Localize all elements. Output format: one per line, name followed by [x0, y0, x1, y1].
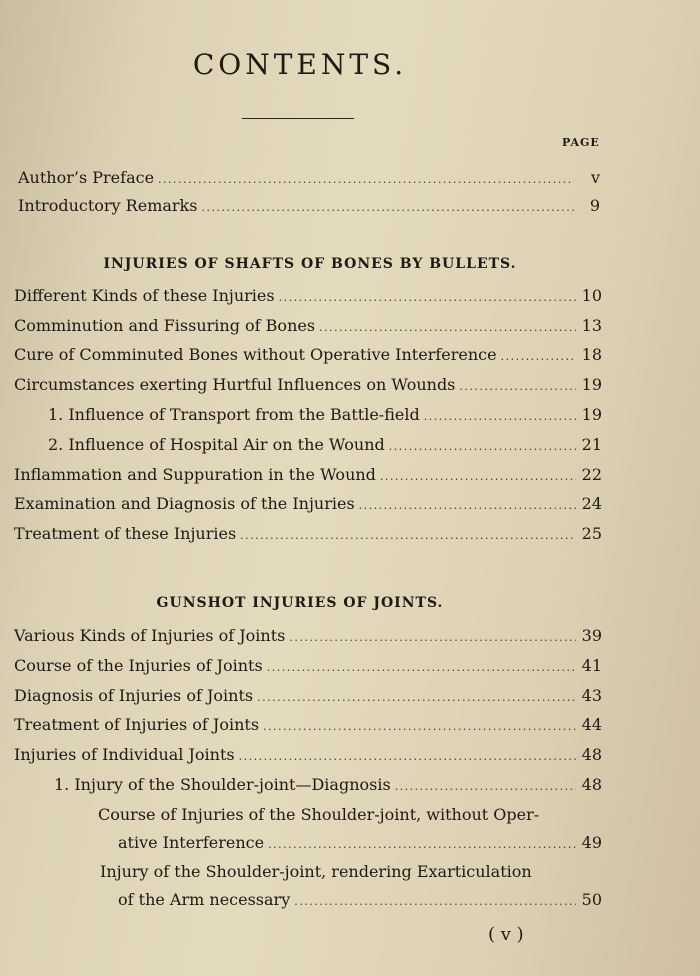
entry-page: 9 — [589, 196, 600, 215]
entry-page: 41 — [581, 656, 602, 675]
toc-entry — [0, 435, 700, 463]
leader-dots — [257, 691, 576, 704]
entry-page: 13 — [581, 316, 602, 335]
entry-page: 50 — [581, 890, 602, 909]
leader-dots — [501, 350, 576, 363]
toc-entry — [0, 375, 700, 403]
entry-title: 1. Influence of Transport from the Battle-field — [48, 405, 420, 424]
toc-entry — [0, 686, 700, 714]
toc-entry — [0, 775, 700, 803]
entry-page: v — [590, 168, 600, 187]
entry-page: 25 — [581, 524, 602, 543]
toc-entry — [0, 745, 700, 773]
toc-entry — [0, 196, 700, 224]
leader-dots — [380, 470, 576, 483]
toc-entry — [0, 524, 700, 552]
entry-page: 19 — [581, 405, 602, 424]
title-rule — [242, 118, 354, 119]
leader-dots — [294, 895, 576, 908]
section-heading: INJURIES OF SHAFTS OF BONES BY BULLETS. — [103, 256, 517, 272]
entry-title: Course of the Injuries of Joints — [14, 656, 263, 675]
entry-page: 22 — [581, 465, 602, 484]
entry-page: 48 — [581, 745, 602, 764]
leader-dots — [268, 838, 576, 851]
toc-entry — [0, 626, 700, 654]
leader-dots — [279, 291, 576, 304]
toc-entry — [0, 715, 700, 743]
leader-dots — [289, 631, 576, 644]
entry-title: Treatment of these Injuries — [14, 524, 237, 543]
entry-title: of the Arm necessary — [118, 890, 291, 909]
leader-dots — [319, 321, 576, 334]
toc-entry — [0, 465, 700, 493]
entry-page: 19 — [581, 375, 602, 394]
entry-title: Injuries of Individual Joints — [14, 745, 235, 764]
leader-dots — [359, 499, 576, 512]
entry-page: 44 — [581, 715, 602, 734]
page-column-label: PAGE — [562, 136, 600, 149]
entry-title: 1. Injury of the Shoulder-joint—Diagnosis — [54, 775, 391, 794]
toc-entry — [0, 890, 700, 918]
entry-page: 10 — [581, 286, 602, 305]
toc-entry — [0, 494, 700, 522]
leader-dots — [395, 780, 576, 793]
entry-title-line1: Course of Injuries of the Shoulder-joint, without Oper- — [98, 805, 540, 824]
toc-entry — [0, 286, 700, 314]
leader-dots — [158, 173, 574, 186]
toc-entry — [0, 833, 700, 861]
leader-dots — [389, 440, 576, 453]
toc-entry — [0, 345, 700, 373]
toc-entry — [0, 168, 700, 196]
leader-dots — [267, 661, 576, 674]
leader-dots — [263, 720, 576, 733]
toc-entry — [0, 405, 700, 433]
entry-title: Treatment of Injuries of Joints — [14, 715, 260, 734]
page-number-footer: ( v ) — [488, 924, 524, 945]
entry-title: Comminution and Fissuring of Bones — [14, 316, 316, 335]
toc-entry — [0, 316, 700, 344]
entry-title: ative Interference — [118, 833, 265, 852]
entry-title-line1: Injury of the Shoulder-joint, rendering Exarticulation — [100, 862, 532, 881]
entry-title: Circumstances exerting Hurtful Influences on Wounds — [14, 375, 456, 394]
entry-title: Various Kinds of Injuries of Joints — [14, 626, 286, 645]
entry-title: Different Kinds of these Injuries — [14, 286, 275, 305]
entry-page: 48 — [581, 775, 602, 794]
leader-dots — [240, 529, 576, 542]
entry-page: 39 — [581, 626, 602, 645]
entry-title: Diagnosis of Injuries of Joints — [14, 686, 254, 705]
entry-title: Author’s Preface — [18, 168, 155, 187]
leader-dots — [201, 201, 574, 214]
entry-page: 18 — [581, 345, 602, 364]
entry-title: Inflammation and Suppuration in the Wound — [14, 465, 376, 484]
leader-dots — [424, 410, 576, 423]
page-title: CONTENTS. — [192, 48, 408, 81]
entry-title: 2. Influence of Hospital Air on the Wound — [48, 435, 385, 454]
section-heading: GUNSHOT INJURIES OF JOINTS. — [156, 595, 444, 611]
entry-title: Introductory Remarks — [18, 196, 198, 215]
entry-title: Cure of Comminuted Bones without Operative Interference — [14, 345, 497, 364]
entry-page: 43 — [581, 686, 602, 705]
entry-title: Examination and Diagnosis of the Injuries — [14, 494, 355, 513]
entry-page: 24 — [581, 494, 602, 513]
toc-entry — [0, 656, 700, 684]
leader-dots — [459, 380, 576, 393]
entry-page: 49 — [581, 833, 602, 852]
entry-page: 21 — [581, 435, 602, 454]
leader-dots — [239, 750, 576, 763]
